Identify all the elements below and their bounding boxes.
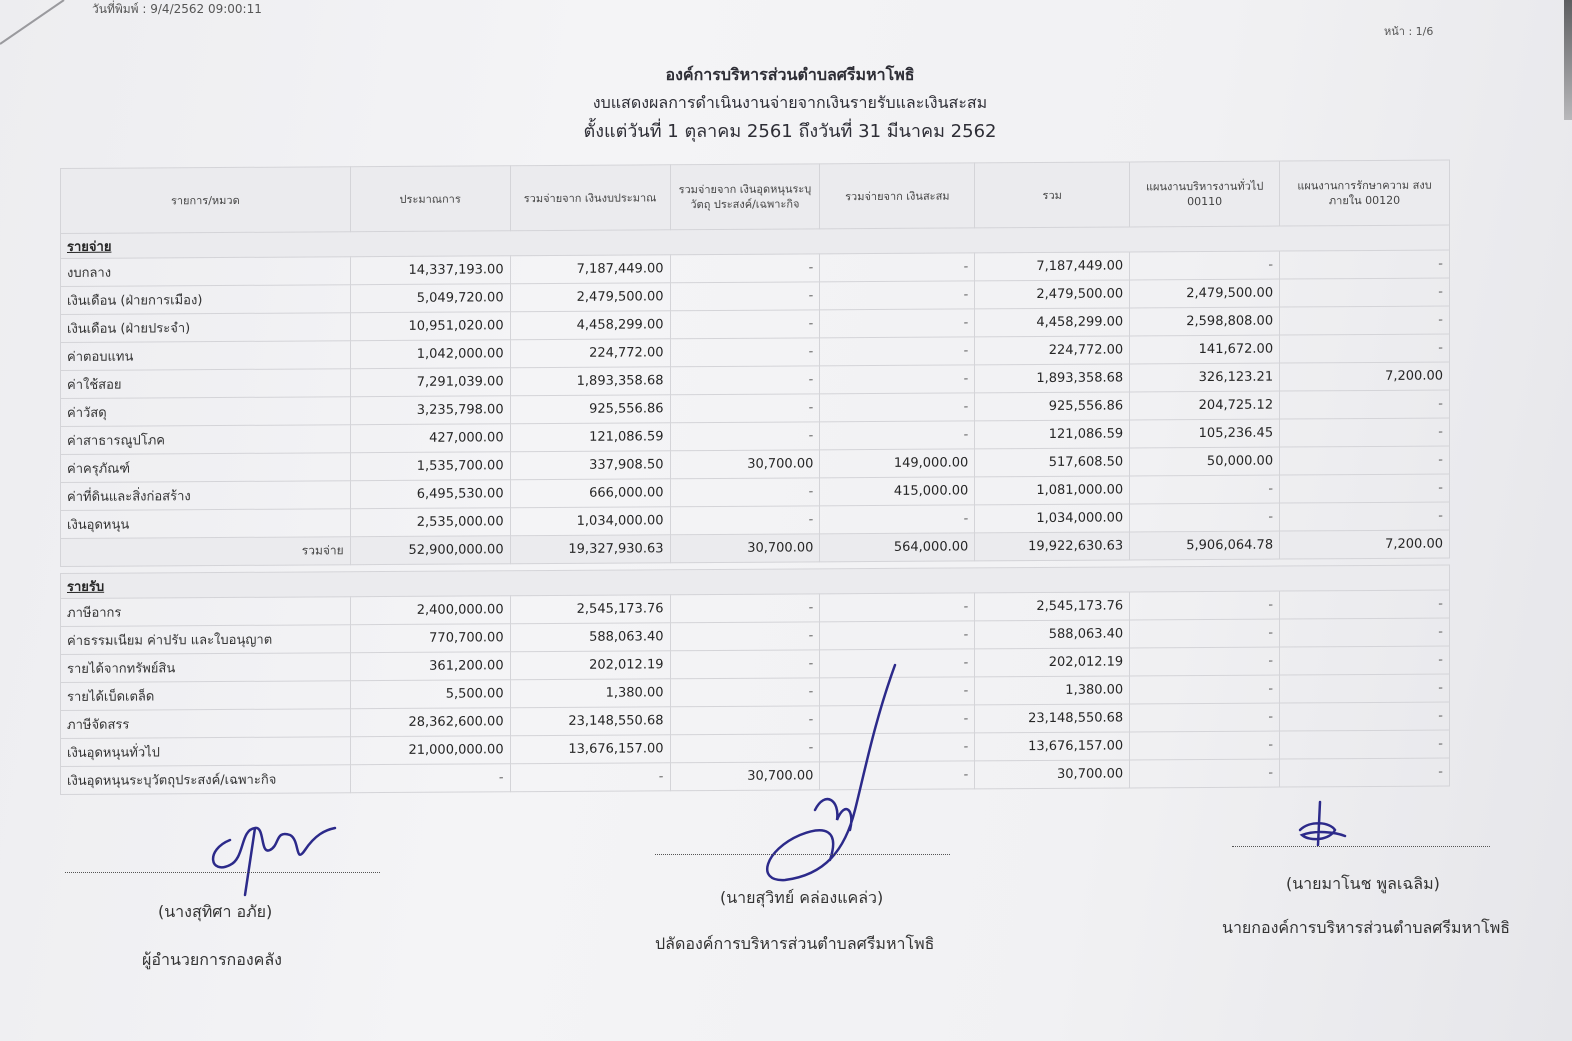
value-cell: - (1280, 334, 1450, 363)
value-cell: - (1280, 590, 1450, 619)
value-cell: - (1280, 730, 1450, 759)
value-cell: 7,200.00 (1280, 530, 1450, 559)
value-cell: 564,000.00 (820, 533, 975, 562)
value-cell: 7,187,449.00 (975, 252, 1130, 281)
value-cell: 19,922,630.63 (975, 532, 1130, 561)
column-header: แผนงานบริหารงานทั่วไป 00110 (1130, 161, 1280, 227)
value-cell: - (670, 310, 820, 339)
value-cell: - (670, 394, 820, 423)
value-cell: 2,598,808.00 (1130, 307, 1280, 336)
column-header: ประมาณการ (350, 166, 510, 232)
signature-name-1: (นางสุทิศา อภัย) (158, 902, 273, 921)
report-period: ตั้งแต่วันที่ 1 ตุลาคม 2561 ถึงวันที่ 31 มีนาคม 2562 (583, 121, 997, 142)
value-cell: - (820, 705, 975, 734)
row-label: ค่าที่ดินและสิ่งก่อสร้าง (61, 481, 351, 511)
value-cell: 337,908.50 (510, 451, 670, 480)
row-label: งบกลาง (61, 257, 351, 287)
signature-name-3: (นายมาโนช พูลเฉลิม) (1286, 874, 1440, 893)
value-cell: - (820, 253, 975, 282)
value-cell: 4,458,299.00 (510, 311, 670, 340)
print-date: วันที่พิมพ์ : 9/4/2562 09:00:11 (92, 2, 262, 16)
value-cell: 1,893,358.68 (510, 367, 670, 396)
row-label: ภาษีอากร (61, 597, 351, 627)
value-cell: 30,700.00 (670, 450, 820, 479)
value-cell: - (1280, 250, 1450, 279)
column-header: รวม (975, 162, 1130, 228)
value-cell: - (820, 733, 975, 762)
expense-section-label: รายจ่าย (61, 225, 1450, 258)
value-cell: - (670, 622, 820, 651)
value-cell: - (1280, 390, 1450, 419)
value-cell: 1,535,700.00 (350, 452, 510, 481)
value-cell: 326,123.21 (1130, 363, 1280, 392)
value-cell: - (670, 282, 820, 311)
value-cell: - (350, 764, 510, 793)
value-cell: 141,672.00 (1130, 335, 1280, 364)
value-cell: 2,479,500.00 (510, 283, 670, 312)
value-cell: - (820, 365, 975, 394)
row-label: ค่าธรรมเนียม ค่าปรับ และใบอนุญาต (61, 625, 351, 655)
value-cell: - (1280, 502, 1450, 531)
value-cell: 361,200.00 (350, 652, 510, 681)
value-cell: 7,187,449.00 (510, 255, 670, 284)
value-cell: - (670, 650, 820, 679)
value-cell: 4,458,299.00 (975, 308, 1130, 337)
value-cell: 5,906,064.78 (1130, 531, 1280, 560)
value-cell: 23,148,550.68 (975, 704, 1130, 733)
value-cell: 1,081,000.00 (975, 476, 1130, 505)
report-title: งบแสดงผลการดำเนินงานจ่ายจากเงินรายรับและเงินสะสม (592, 93, 988, 112)
value-cell: - (1130, 619, 1280, 648)
value-cell: 10,951,020.00 (350, 312, 510, 341)
value-cell: - (1130, 703, 1280, 732)
row-label: ค่าตอบแทน (61, 341, 351, 371)
value-cell: 202,012.19 (510, 651, 670, 680)
value-cell: - (670, 706, 820, 735)
value-cell: 224,772.00 (510, 339, 670, 368)
value-cell: - (670, 422, 820, 451)
column-header: รวมจ่ายจาก เงินสะสม (820, 163, 975, 229)
value-cell: 517,608.50 (975, 448, 1130, 477)
value-cell: 30,700.00 (975, 760, 1130, 789)
value-cell: - (820, 393, 975, 422)
value-cell: 427,000.00 (350, 424, 510, 453)
report-header (530, 62, 1050, 146)
value-cell: 50,000.00 (1130, 447, 1280, 476)
value-cell: - (1280, 618, 1450, 647)
row-label: เงินอุดหนุนระบุวัตถุประสงค์/เฉพาะกิจ (61, 765, 351, 795)
value-cell: 13,676,157.00 (975, 732, 1130, 761)
value-cell: 925,556.86 (975, 392, 1130, 421)
value-cell: - (820, 593, 975, 622)
value-cell: - (820, 281, 975, 310)
value-cell: - (820, 649, 975, 678)
expense-section (61, 225, 1450, 538)
row-label: รายได้จากทรัพย์สิน (61, 653, 351, 683)
value-cell: - (820, 309, 975, 338)
value-cell: - (1280, 446, 1450, 475)
column-header: แผนงานการรักษาความ สงบภายใน 00120 (1280, 160, 1450, 226)
value-cell: - (1280, 674, 1450, 703)
value-cell: 224,772.00 (975, 336, 1130, 365)
value-cell: 666,000.00 (510, 479, 670, 508)
value-cell: - (1130, 759, 1280, 788)
folded-corner (0, 0, 70, 50)
value-cell: 202,012.19 (975, 648, 1130, 677)
row-label: ค่าครุภัณฑ์ (61, 453, 351, 483)
row-label: เงินเดือน (ฝ่ายการเมือง) (61, 285, 351, 315)
row-label: ค่าสาธารณูปโภค (61, 425, 351, 455)
value-cell: 23,148,550.68 (510, 707, 670, 736)
row-label: รวมจ่าย (61, 537, 351, 567)
org-name: องค์การบริหารส่วนตำบลศรีมหาโพธิ (665, 65, 915, 84)
row-label: ภาษีจัดสรร (61, 709, 351, 739)
value-cell: 2,545,173.76 (975, 592, 1130, 621)
value-cell: - (820, 421, 975, 450)
value-cell: - (670, 366, 820, 395)
header-row (61, 160, 1450, 233)
row-label: ค่าวัสดุ (61, 397, 351, 427)
value-cell: 1,034,000.00 (975, 504, 1130, 533)
signature-line-3 (1232, 846, 1490, 847)
value-cell: - (820, 621, 975, 650)
value-cell: - (670, 338, 820, 367)
value-cell: - (1130, 675, 1280, 704)
value-cell: 52,900,000.00 (350, 536, 510, 565)
value-cell: 588,063.40 (975, 620, 1130, 649)
value-cell: 21,000,000.00 (350, 736, 510, 765)
value-cell: 588,063.40 (510, 623, 670, 652)
value-cell: - (820, 761, 975, 790)
column-header: รวมจ่ายจาก เงินงบประมาณ (510, 165, 670, 231)
row-label: เงินอุดหนุน (61, 509, 351, 539)
value-cell: 121,086.59 (975, 420, 1130, 449)
value-cell: - (510, 763, 670, 792)
value-cell: 2,545,173.76 (510, 595, 670, 624)
value-cell: 105,236.45 (1130, 419, 1280, 448)
row-label: รายได้เบ็ดเตล็ด (61, 681, 351, 711)
value-cell: - (820, 337, 975, 366)
value-cell: - (1130, 475, 1280, 504)
value-cell: - (1280, 702, 1450, 731)
value-cell: - (1130, 251, 1280, 280)
page-number: หน้า : 1/6 (1384, 25, 1434, 38)
value-cell: - (670, 478, 820, 507)
value-cell: 3,235,798.00 (350, 396, 510, 425)
signature-line-1 (65, 872, 380, 873)
value-cell: 7,291,039.00 (350, 368, 510, 397)
value-cell: - (1280, 418, 1450, 447)
row-label: เงินอุดหนุนทั่วไป (61, 737, 351, 767)
signature-name-2: (นายสุวิทย์ คล่องแคล่ว) (720, 888, 884, 907)
value-cell: - (1280, 278, 1450, 307)
value-cell: 204,725.12 (1130, 391, 1280, 420)
value-cell: - (820, 677, 975, 706)
value-cell: - (670, 254, 820, 283)
signature-ink-1 (200, 810, 350, 900)
signature-line-2 (655, 854, 950, 855)
value-cell: - (1280, 758, 1450, 787)
row-label: เงินเดือน (ฝ่ายประจำ) (61, 313, 351, 343)
value-cell: 1,034,000.00 (510, 507, 670, 536)
value-cell: - (1130, 591, 1280, 620)
value-cell: 2,400,000.00 (350, 596, 510, 625)
value-cell: - (820, 505, 975, 534)
value-cell: 149,000.00 (820, 449, 975, 478)
value-cell: 5,500.00 (350, 680, 510, 709)
row-label: ค่าใช้สอย (61, 369, 351, 399)
value-cell: 415,000.00 (820, 477, 975, 506)
value-cell: 19,327,930.63 (510, 535, 670, 564)
value-cell: - (1130, 503, 1280, 532)
value-cell: 1,042,000.00 (350, 340, 510, 369)
signature-ink-3 (1290, 800, 1350, 850)
value-cell: 2,535,000.00 (350, 508, 510, 537)
column-header: รายการ/หมวด (61, 167, 351, 234)
value-cell: 6,495,530.00 (350, 480, 510, 509)
value-cell: - (670, 594, 820, 623)
signature-role-3: นายกองค์การบริหารส่วนตำบลศรีมหาโพธิ (1222, 918, 1511, 937)
value-cell: 1,380.00 (975, 676, 1130, 705)
column-header: รวมจ่ายจาก เงินอุดหนุนระบุวัตถุ ประสงค์/เฉพาะกิจ (670, 164, 820, 230)
signature-role-2: ปลัดองค์การบริหารส่วนตำบลศรีมหาโพธิ (655, 934, 935, 953)
value-cell: - (1280, 306, 1450, 335)
income-section-label: รายรับ (61, 565, 1450, 598)
value-cell: 13,676,157.00 (510, 735, 670, 764)
value-cell: - (1280, 646, 1450, 675)
value-cell: - (1280, 474, 1450, 503)
paper-edge-shadow (1564, 0, 1572, 120)
value-cell: 925,556.86 (510, 395, 670, 424)
value-cell: 2,479,500.00 (975, 280, 1130, 309)
value-cell: 30,700.00 (670, 762, 820, 791)
value-cell: 14,337,193.00 (350, 256, 510, 285)
signature-role-1: ผู้อำนวยการกองคลัง (142, 950, 282, 969)
value-cell: 1,893,358.68 (975, 364, 1130, 393)
value-cell: - (670, 506, 820, 535)
value-cell: 770,700.00 (350, 624, 510, 653)
value-cell: - (670, 678, 820, 707)
value-cell: 1,380.00 (510, 679, 670, 708)
signature-ink-2 (745, 660, 915, 900)
value-cell: 7,200.00 (1280, 362, 1450, 391)
value-cell: 30,700.00 (670, 534, 820, 563)
value-cell: - (1130, 731, 1280, 760)
value-cell: 2,479,500.00 (1130, 279, 1280, 308)
value-cell: - (670, 734, 820, 763)
value-cell: 28,362,600.00 (350, 708, 510, 737)
value-cell: - (1130, 647, 1280, 676)
value-cell: 5,049,720.00 (350, 284, 510, 313)
value-cell: 121,086.59 (510, 423, 670, 452)
